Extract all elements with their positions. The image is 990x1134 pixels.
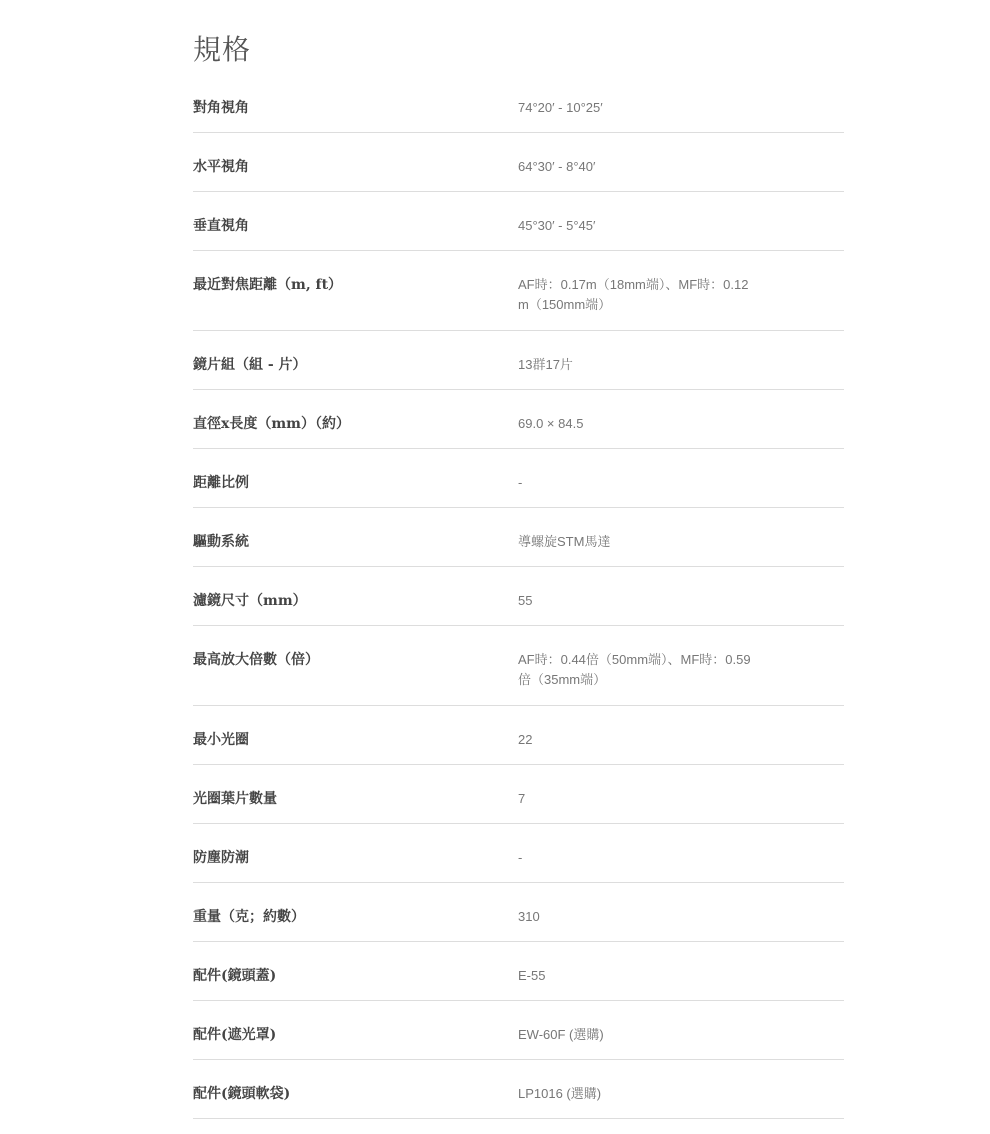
- spec-label: 最高放大倍數（倍）: [193, 652, 319, 668]
- spec-label: 配件(鏡頭蓋): [193, 968, 277, 984]
- spec-row-min-focus-distance: [193, 251, 844, 331]
- spec-value: 導螺旋STM馬達: [518, 534, 611, 549]
- spec-row-max-magnification: [193, 626, 844, 706]
- spec-row-lens-cap: [193, 942, 844, 1001]
- spec-label: 垂直視角: [193, 218, 249, 234]
- spec-label: 重量（克；約數）: [193, 909, 305, 925]
- spec-row-aperture-blades: [193, 765, 844, 824]
- spec-row-vertical-angle: [193, 192, 844, 251]
- spec-label: 防塵防潮: [193, 850, 249, 866]
- spec-label: 最小光圈: [193, 732, 249, 748]
- spec-row-diagonal-angle: [193, 74, 844, 133]
- spec-value: 13群17片: [518, 357, 573, 372]
- spec-label: 鏡片組（組 - 片）: [193, 357, 307, 373]
- spec-label: 濾鏡尺寸（mm）: [193, 593, 307, 609]
- spec-row-weight: [193, 883, 844, 942]
- spec-value: 22: [518, 732, 533, 747]
- spec-value: 7: [518, 791, 526, 806]
- spec-value: E-55: [518, 968, 546, 983]
- spec-row-filter-size: [193, 567, 844, 626]
- spec-value: 64°30′ - 8°40′: [518, 159, 596, 174]
- spec-label: 直徑x長度（mm）（約）: [193, 416, 350, 432]
- spec-value: EW-60F (選購): [518, 1027, 604, 1042]
- spec-row-weather-sealing: [193, 824, 844, 883]
- spec-row-distance-scale: [193, 449, 844, 508]
- spec-table: [193, 74, 844, 1119]
- spec-label: 配件(遮光罩): [193, 1027, 277, 1043]
- spec-label: 距離比例: [193, 475, 249, 491]
- spec-row-dimensions: [193, 390, 844, 449]
- spec-label: 最近對焦距離（m, ft）: [193, 277, 343, 293]
- spec-label: 驅動系統: [193, 534, 249, 550]
- spec-value: -: [518, 850, 523, 865]
- spec-label: 光圈葉片數量: [193, 791, 277, 807]
- spec-value: AF時：0.44倍（50mm端）、MF時：0.59倍（35mm端）: [518, 652, 751, 687]
- spec-row-lens-hood: [193, 1001, 844, 1060]
- spec-value: 310: [518, 909, 540, 924]
- page-title: 規格: [193, 33, 252, 66]
- spec-row-lens-case: [193, 1060, 844, 1119]
- spec-row-horizontal-angle: [193, 133, 844, 192]
- spec-value: LP1016 (選購): [518, 1086, 602, 1101]
- spec-value: -: [518, 475, 523, 490]
- spec-value: 45°30′ - 5°45′: [518, 218, 596, 233]
- spec-label: 對角視角: [193, 100, 249, 116]
- spec-value: 69.0 × 84.5: [518, 416, 584, 431]
- spec-value: 55: [518, 593, 533, 608]
- spec-label: 水平視角: [193, 159, 249, 175]
- spec-row-min-aperture: [193, 706, 844, 765]
- spec-value: AF時：0.17m（18mm端）、MF時：0.12m（150mm端）: [518, 277, 749, 312]
- spec-row-drive-system: [193, 508, 844, 567]
- spec-row-lens-construction: [193, 331, 844, 390]
- spec-label: 配件(鏡頭軟袋): [193, 1086, 291, 1102]
- spec-value: 74°20′ - 10°25′: [518, 100, 603, 115]
